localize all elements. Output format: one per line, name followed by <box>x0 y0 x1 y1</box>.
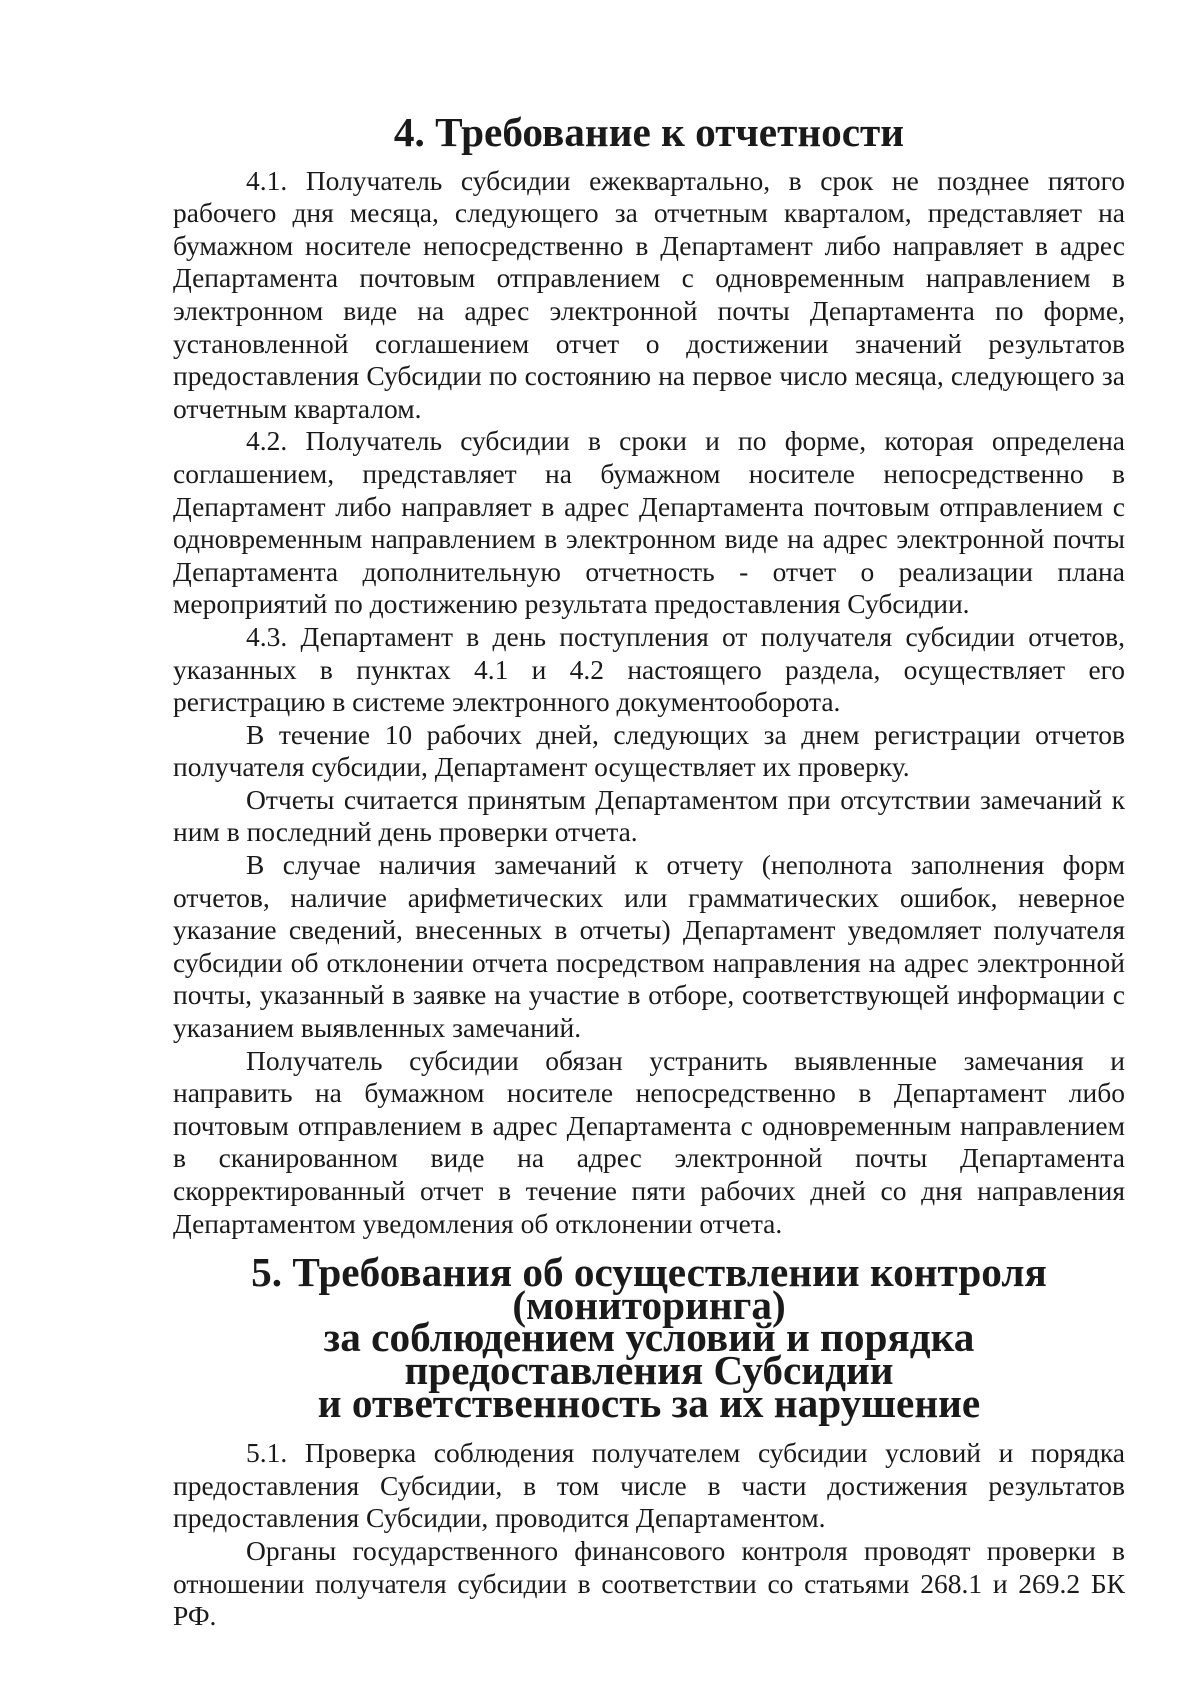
paragraph-4-2: 4.2. Получатель субсидии в сроки и по форме, которая определена соглашением, представляет на бумажном носителе непосредственно в Департамент либо направляет в адрес Департамента почтовым отправлением с одновременным направлением в электронном виде на адрес электронной почты Департамента дополнительную отчетность - отчет о реализации плана мероприятий по достижению результата предоставления Субсидии. <box>173 425 1125 620</box>
paragraph-4-3: 4.3. Департамент в день поступления от получателя субсидии отчетов, указанных в пунктах 4.1 и 4.2 настоящего раздела, осуществляет его регистрацию в системе электронного документооборота. <box>173 620 1125 718</box>
section-4-heading: 4. Требование к отчетности <box>393 109 905 155</box>
paragraph-correction: Получатель субсидии обязан устранить выявленные замечания и направить на бумажном носителе непосредственно в Департамент либо почтовым отправлением в адрес Департамента с одновременным направлением в сканированном виде на адрес электронной почты Департамента скорректированный отчет в течение пяти рабочих дней со дня направления Департаментом уведомления об отклонении отчета. <box>173 1044 1125 1239</box>
paragraph-4-1: 4.1. Получатель субсидии ежеквартально, в срок не позднее пятого рабочего дня месяца, следующего за отчетным кварталом, представляет на бумажном носителе непосредственно в Департамент либо направляет в адрес Департамента почтовым отправлением с одновременным направлением в электронном виде на адрес электронной почты Департамента по форме, установленной соглашением отчет о достижении значений результатов предоставления Субсидии по состоянию на первое число месяца, следующего за отчетным кварталом. <box>173 164 1125 424</box>
paragraph-remarks: В случае наличия замечаний к отчету (неполнота заполнения форм отчетов, наличие арифметических или грамматических ошибок, неверное указание сведений, внесенных в отчеты) Департамент уведомляет получателя субсидии об отклонении отчета посредством направления на адрес электронной почты, указанный в заявке на участие в отборе, соответствующей информации с указанием выявленных замечаний. <box>173 849 1125 1044</box>
paragraph-check-period: В течение 10 рабочих дней, следующих за днем регистрации отчетов получателя субсидии, Департамент осуществляет их проверку. <box>173 718 1125 783</box>
section-5-heading-line-3: и ответственность за их нарушение <box>317 1379 981 1426</box>
paragraph-5-1: 5.1. Проверка соблюдения получателем субсидии условий и порядка предоставления Субсидии, в том числе в части достижения результатов предоставления Субсидии, проводится Департаментом. <box>173 1437 1125 1534</box>
document-page <box>173 100 1125 1633</box>
paragraph-financial-control: Органы государственного финансового контроля проводят проверки в отношении получателя субсидии в соответствии со статьями 268.1 и 269.2 БК РФ. <box>173 1534 1125 1632</box>
paragraph-acceptance: Отчеты считается принятым Департаментом при отсутствии замечаний к ним в последний день проверки отчета. <box>173 783 1125 848</box>
section-5-heading-line-1: 5. Требования об осуществлении контроля (мониторинга) <box>251 1249 1047 1328</box>
section-5-heading <box>173 1249 1125 1426</box>
section-5-heading-line-2: за соблюдением условий и порядка предоставления Субсидии <box>323 1314 975 1393</box>
